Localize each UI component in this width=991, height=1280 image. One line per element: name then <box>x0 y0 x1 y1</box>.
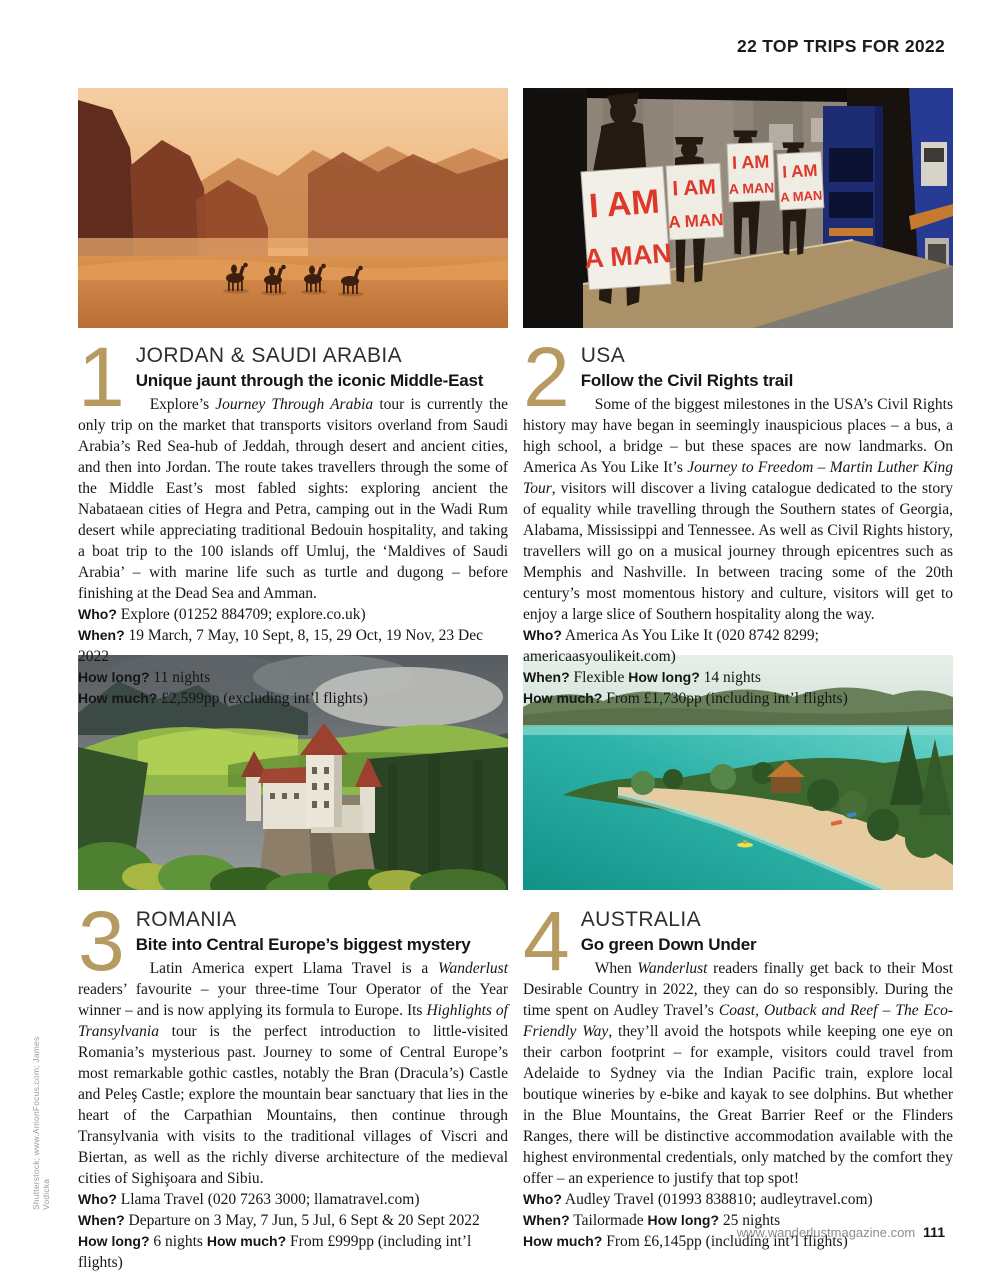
trip-subtitle: Follow the Civil Rights trail <box>580 371 794 390</box>
photo-credit: Shutterstock; www.AmonFocus.com; James Vodicka <box>31 1036 51 1210</box>
trip-detail-who: Who? Explore (01252 884709; explore.co.uk) <box>78 606 366 623</box>
trip-country-title: JORDAN & SAUDI ARABIA <box>135 344 403 367</box>
trip-detail-who: Who? America As You Like It (020 8742 8299; americaasyoulikeit.com) <box>523 627 819 665</box>
trip-detail-how-much: How much? £2,599pp (excluding int’l flights) <box>78 690 368 707</box>
footer-page-number: 111 <box>923 1224 945 1240</box>
trip-body: Explore’s Journey Through Arabia tour is currently the only trip on the market that transports visitors overland from Saudi Arabia’s Red Sea-hub of Jeddah, through desert and ancient cities, and then into Jordan. The route takes travellers through the some of the Middle East’s most fabled sights: exploring ancient the Nabataean cities of Hegra and Petra, camping out in the Wadi Rum desert while appreciating traditional Bedouin hospitality, and taking a boat trip to the 100 islands off Umluj, the ‘Maldives of Saudi Arabia’ – with marine life such as turtle and dugong – before finishing at the Dead Sea and Amman. <box>78 396 508 602</box>
photo-usa-civil-rights-museum <box>523 88 953 328</box>
trip-body: Some of the biggest milestones in the USA’s Civil Rights history may have began in seemingly inauspicious places – a bus, a high school, a bridge – but these spaces are now landmarks. On America As You Like It’s Journey to Freedom – Martin Luther King Tour, visitors will discover a living catalogue dedicated to the story of equality while travelling through the Southern states of Georgia, Alabama, Mississippi and Tennessee. As well as Civil Rights history, travellers will go on a musical journey through epicentres such as Memphis and Nashville. In between tracing some of the 20th century’s most momentous history and culture, visitors will get to enjoy a large slice of Southern hospitality along the way. <box>523 396 953 623</box>
trip-subtitle: Go green Down Under <box>580 935 757 954</box>
trip-country-title: AUSTRALIA <box>580 908 702 931</box>
page-header-title: 22 TOP TRIPS FOR 2022 <box>737 36 945 56</box>
svg-text:A MAN: A MAN <box>779 187 823 205</box>
trip-number: 1 <box>78 330 125 424</box>
trip-section-romania <box>78 894 508 1273</box>
svg-text:A MAN: A MAN <box>583 237 673 274</box>
trip-country-title: USA <box>580 344 626 367</box>
trip-number: 3 <box>78 894 125 988</box>
trip-subtitle: Unique jaunt through the iconic Middle-East <box>135 371 484 390</box>
svg-text:I AM: I AM <box>671 175 717 201</box>
trip-detail-when: When? Departure on 3 May, 7 Jun, 5 Jul, 6 Sept & 20 Sept 2022 <box>78 1212 480 1229</box>
page-footer <box>737 1224 945 1240</box>
svg-text:A MAN: A MAN <box>667 210 724 232</box>
trip-detail-how-much: How much? From £6,145pp (including int’l flights) <box>523 1233 848 1250</box>
trip-country-title: ROMANIA <box>135 908 237 931</box>
i-am-a-man-placard <box>727 142 775 202</box>
trip-subtitle: Bite into Central Europe’s biggest mystery <box>135 935 471 954</box>
trip-number: 4 <box>523 894 570 988</box>
trip-body: Latin America expert Llama Travel is a Wanderlust readers’ favourite – your three-time Tour Operator of the Year winner – and is now applying its formula to Europe. Its Highlights of Transylvania tour is the perfect introduction to little-visited Romania’s mysterious past. Journey to some of Central Europe’s most remarkable gothic castles, notably the Bran (Dracula’s) Castle and Peleş Castle; explore the mountain bear sanctuary that lies in the heart of the Carpathian Mountains, then continue through Transylvania with visits to the traditional villages of Viscri and Biertan, as well as the richly diverse architecture of the medieval cities of Sighişoara and Sibiu. <box>78 960 508 1187</box>
i-am-a-man-placard <box>777 152 824 210</box>
trip-section-jordan-saudi-arabia <box>78 330 508 709</box>
trip-detail-how-much: How much? From £1,730pp (including int’l flights) <box>523 690 848 707</box>
svg-text:I AM: I AM <box>587 182 661 226</box>
svg-text:I AM: I AM <box>781 160 819 182</box>
trip-detail-how-long: How long? 11 nights <box>78 669 211 686</box>
svg-text:I AM: I AM <box>731 151 770 173</box>
photo-jordan-wadi-rum-camels <box>78 88 508 328</box>
trip-detail-who: Who? Audley Travel (01993 838810; audleytravel.com) <box>523 1191 873 1208</box>
trip-detail-how-long-how-much: How long? 6 nights How much? From £999pp (including int’l flights) <box>78 1233 472 1271</box>
footer-url: www.wanderlustmagazine.com <box>736 1225 916 1240</box>
trip-section-usa <box>523 330 953 709</box>
trip-number: 2 <box>523 330 570 424</box>
trip-detail-when: When? 19 March, 7 May, 10 Sept, 8, 15, 29 Oct, 19 Nov, 23 Dec 2022 <box>78 627 483 665</box>
i-am-a-man-placard <box>578 166 674 290</box>
trip-detail-when-how-long: When? Tailormade How long? 25 nights <box>523 1212 781 1229</box>
trip-body: When Wanderlust readers finally get back to their Most Desirable Country in 2022, they can do so responsibly. During the time spent on Audley Travel’s Coast, Outback and Reef – The Eco-Friendly Way, they’ll avoid the hotspots while keeping one eye on their carbon footprint – for example, visitors could travel from Adelaide to Sydney via the Indian Pacific train, explore local boutique wineries by e-bike and kayak to see dolphins. But whether in the Blue Mountains, the Great Barrier Reef or the Flinders Ranges, there will be distinctive accommodation available with the highest environmental credentials, only matched by the comfort they offer – an experience to justify that top spot! <box>523 960 953 1187</box>
i-am-a-man-placard <box>665 163 724 240</box>
trip-detail-when-how-long: When? Flexible How long? 14 nights <box>523 669 761 686</box>
trip-section-australia <box>523 894 953 1252</box>
trip-detail-who: Who? Llama Travel (020 7263 3000; llamatravel.com) <box>78 1191 420 1208</box>
svg-text:A MAN: A MAN <box>728 179 775 197</box>
